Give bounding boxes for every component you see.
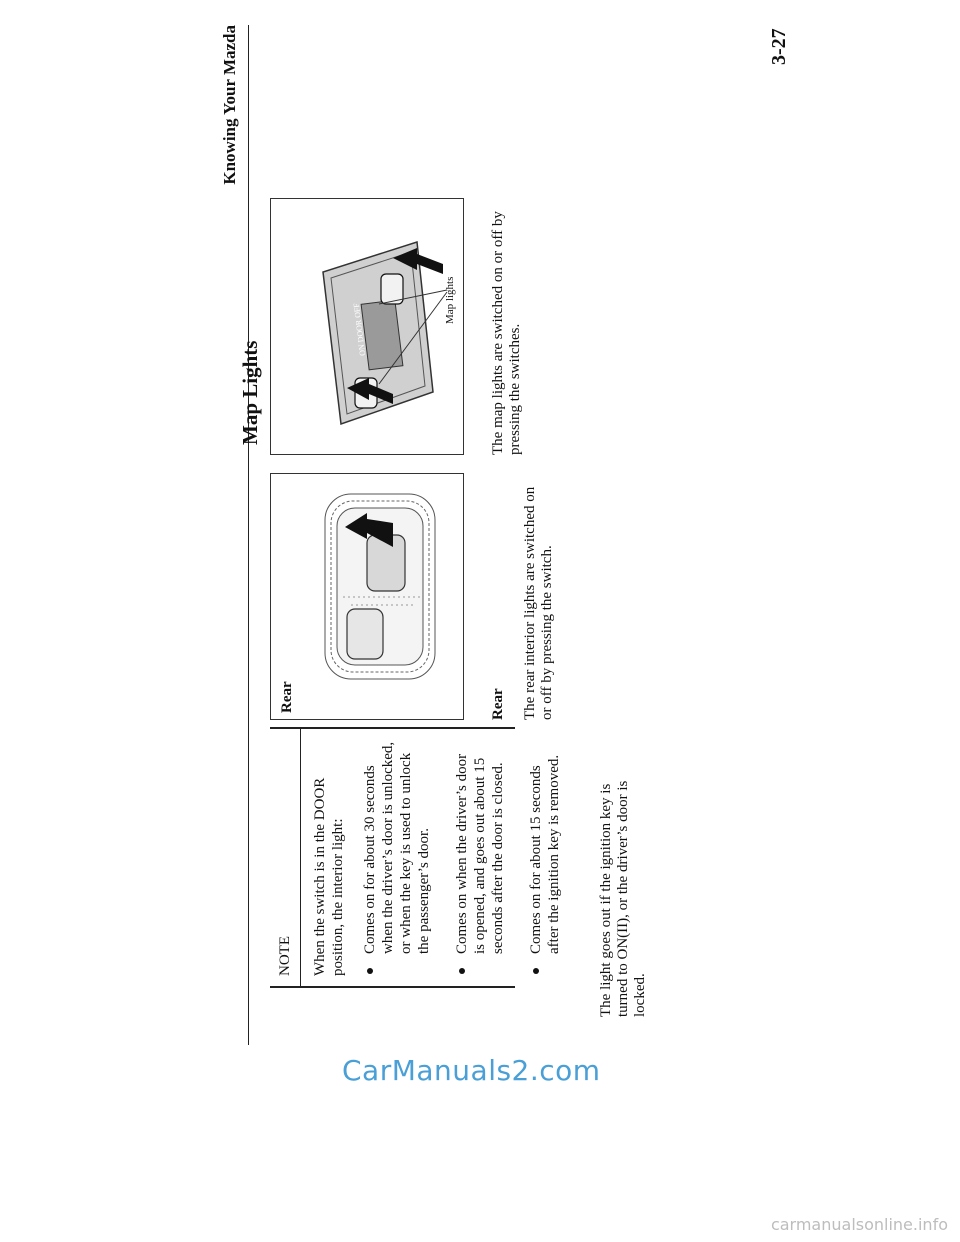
note-bullet <box>527 741 563 976</box>
press-arrow-icon <box>271 474 463 719</box>
press-arrow-icon <box>271 199 463 454</box>
bullet-icon <box>533 968 539 974</box>
note-intro: When the switch is in the DOOR position, the interior light: <box>312 777 346 976</box>
rotated-page <box>220 0 940 1045</box>
map-lights-figure <box>270 198 464 455</box>
footer-watermark[interactable]: carmanualsonline.info <box>770 1215 948 1234</box>
header-title: Knowing Your Mazda <box>220 25 239 185</box>
note-bullet-text: Comes on for about 15 seconds after the ignition key is removed. <box>528 754 562 954</box>
note-box <box>270 727 562 988</box>
note-bullet <box>453 741 507 976</box>
note-bullet-text: Comes on when the driver’s door is opened, and goes out about 15 seconds after the door is closed. <box>454 753 506 954</box>
map-lights-text: The map lights are switched on or off by pressing the switches. <box>490 211 523 455</box>
rear-light-figure <box>270 473 464 720</box>
bullet-icon <box>367 968 373 974</box>
note-heading: NOTE <box>270 729 301 986</box>
rear-figure-caption: Rear <box>279 681 295 713</box>
map-switch-label: ON DOOR OFF <box>351 302 368 357</box>
rear-text: The rear interior lights are switched on or off by pressing the switch. <box>522 486 555 720</box>
watermark-link[interactable]: CarManuals2.com <box>342 1054 601 1087</box>
note-body <box>301 729 563 986</box>
page-header <box>220 25 249 1045</box>
page-number: 3-27 <box>768 28 790 65</box>
note-after-text: The light goes out if the ignition key is turned to ON(II), or the driver’s door is locked. <box>598 780 648 1017</box>
note-bullet-text: Comes on for about 30 seconds when the driver’s door is unlocked, or when the key is used to unlock the passenger’s door. <box>362 741 432 954</box>
note-bullet <box>361 741 433 976</box>
map-lights-title: Map Lights <box>238 340 262 445</box>
rear-heading: Rear <box>490 688 506 720</box>
map-lights-label: Map lights <box>444 276 456 324</box>
bullet-icon <box>459 968 465 974</box>
